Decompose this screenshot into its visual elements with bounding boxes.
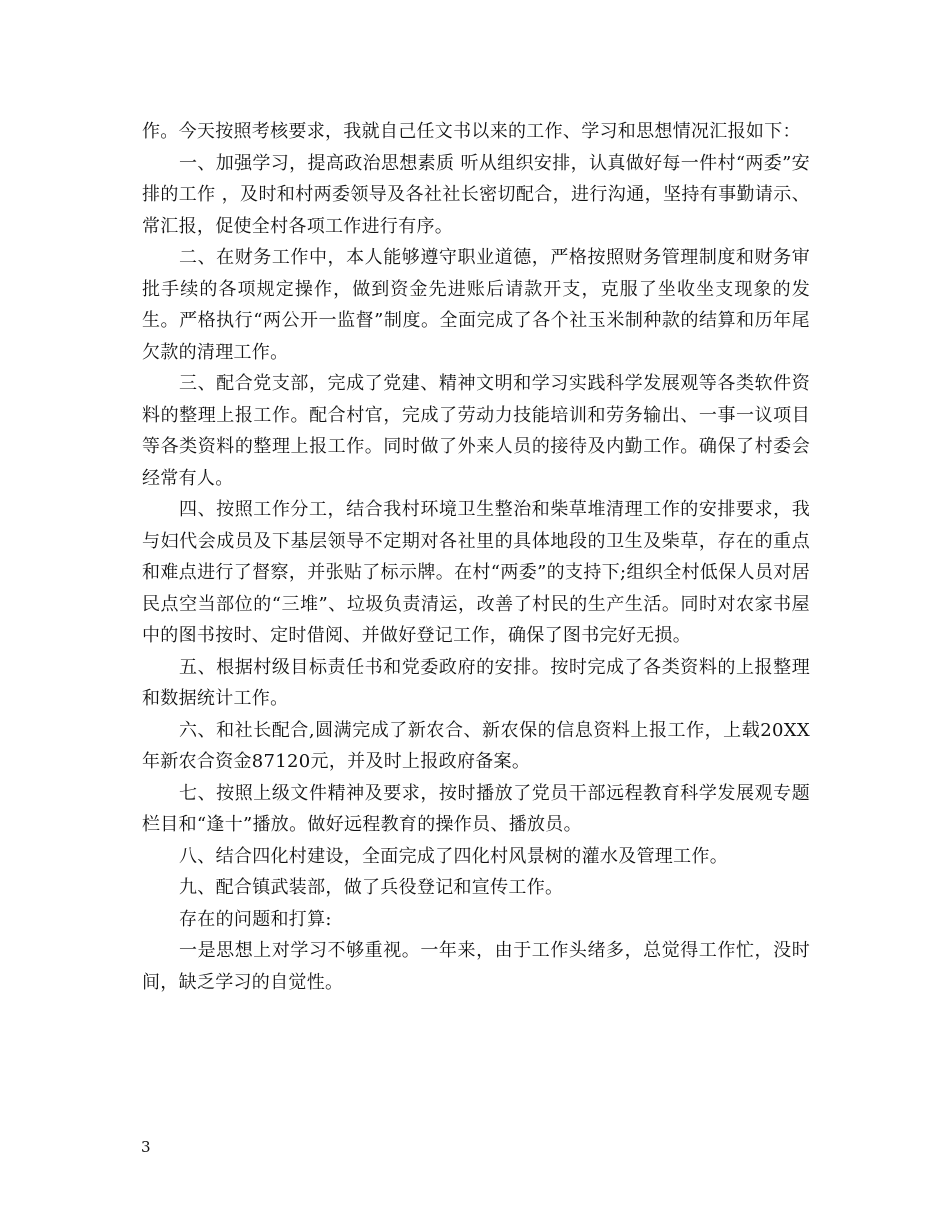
- paragraph-item-5: 五、根据村级目标责任书和党委政府的安排。按时完成了各类资料的上报整理和数据统计工作。: [142, 656, 810, 709]
- paragraph-item-4: 四、按照工作分工，结合我村环境卫生整治和柴草堆清理工作的安排要求，我与妇代会成员及下基层领导不定期对各社里的具体地段的卫生及柴草，存在的重点和难点进行了督察，并张贴了标示牌。在村“两委”的支持下;组织全村低保人员对居民点空当部位的“三堆”、垃圾负责清运，改善了村民的生产生活。同时对农家书屋中的图书按时、定时借阅、并做好登记工作，确保了图书完好无损。: [142, 499, 810, 646]
- paragraph-item-2: 二、在财务工作中，本人能够遵守职业道德，严格按照财务管理制度和财务审批手续的各项规定操作，做到资金先进账后请款开支，克服了坐收坐支现象的发生。严格执行“两公开一监督”制度。全面完成了各个社玉米制种款的结算和历年尾欠款的清理工作。: [142, 247, 810, 363]
- paragraph-problem-1: 一是思想上对学习不够重视。一年来，由于工作头绪多，总觉得工作忙，没时间，缺乏学习的自觉性。: [142, 940, 810, 993]
- paragraph-item-6: 六、和社长配合,圆满完成了新农合、新农保的信息资料上报工作，上载20XX年新农合资金87120元，并及时上报政府备案。: [142, 719, 810, 772]
- document-body: [142, 116, 810, 998]
- paragraph-item-9: 九、配合镇武装部，做了兵役登记和宣传工作。: [179, 877, 564, 898]
- paragraph-continuation: 作。今天按照考核要求，我就自己任文书以来的工作、学习和思想情况汇报如下：: [142, 121, 801, 142]
- page-number: 3: [141, 1138, 151, 1156]
- section-heading-problems: 存在的问题和打算:: [179, 908, 332, 930]
- paragraph-item-3: 三、配合党支部，完成了党建、精神文明和学习实践科学发展观等各类软件资料的整理上报工作。配合村官，完成了劳动力技能培训和劳务输出、一事一议项目等各类资料的整理上报工作。同时做了外来人员的接待及内勤工作。确保了村委会经常有人。: [142, 373, 810, 489]
- paragraph-item-8: 八、结合四化村建设，全面完成了四化村风景树的灌水及管理工作。: [179, 845, 728, 867]
- paragraph-item-7: 七、按照上级文件精神及要求，按时播放了党员干部远程教育科学发展观专题栏目和“逢十”播放。做好远程教育的操作员、播放员。: [142, 782, 810, 835]
- paragraph-item-1: 一、加强学习，提高政治思想素质 听从组织安排，认真做好每一件村“两委”安排的工作 ，及时和村两委领导及各社社长密切配合，进行沟通，坚持有事勤请示、常汇报，促使全村各项工作进行有序。: [142, 152, 810, 237]
